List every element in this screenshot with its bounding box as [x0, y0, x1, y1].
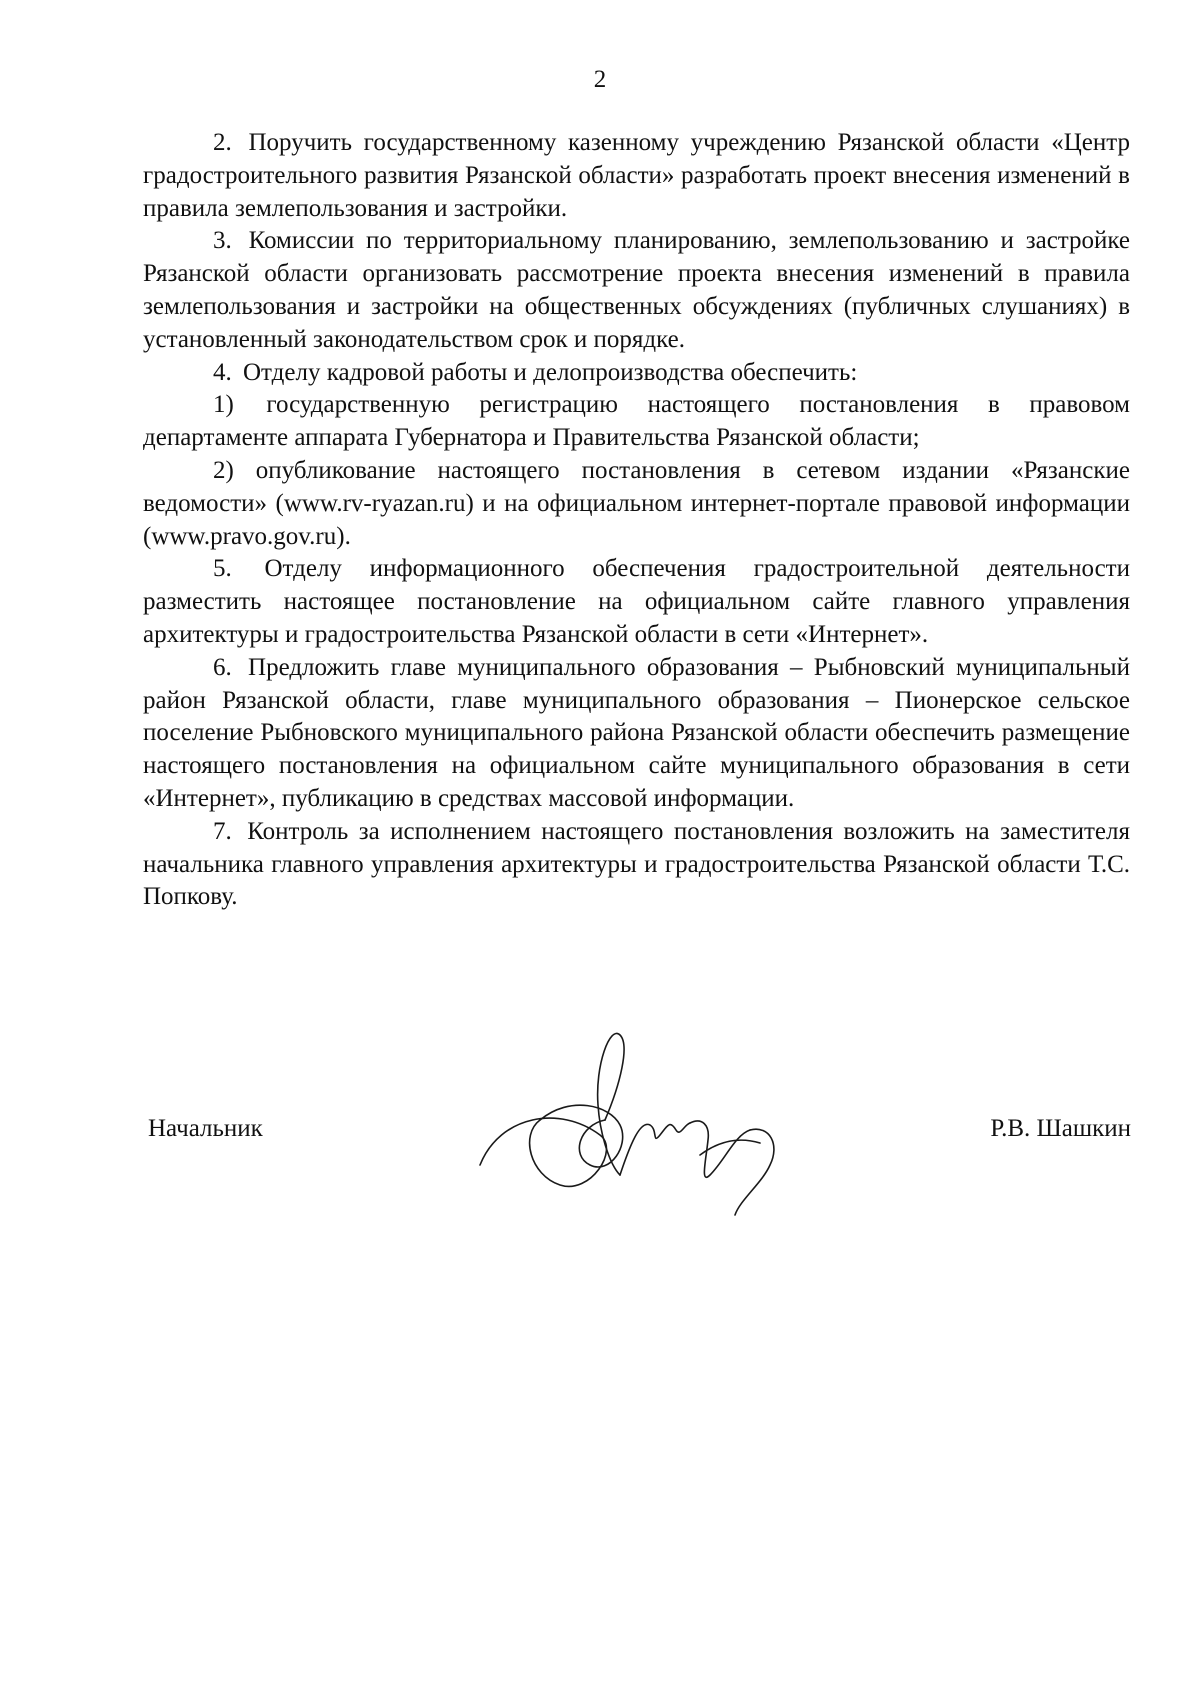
- paragraph-3: 3. Комиссии по территориальному планированию, землепользованию и застройке Рязанской области организовать рассмотрение проекта внесения изменений в правила землепользования и застройки на общественных обсуждениях (публичных слушаниях) в установленный законодательством срок и порядке.: [143, 227, 1137, 353]
- document-body: [143, 127, 1137, 914]
- paragraph-2: 2. Поручить государственному казенному учреждению Рязанской области «Центр градостроительного развития Рязанской области» разработать проект внесения изменений в правила землепользования и застройки.: [143, 129, 1137, 222]
- signatory-name: Р.В. Шашкин: [990, 1115, 1131, 1142]
- handwritten-signature: [470, 1025, 830, 1225]
- paragraph-4: 4. Отделу кадровой работы и делопроизводства обеспечить:: [213, 358, 858, 386]
- signatory-position: Начальник: [148, 1115, 263, 1142]
- paragraph-5: 5. Отделу информационного обеспечения градостроительной деятельности разместить настоящее постановление на официальном сайте главного управления архитектуры и градостроительства Рязанской области в сети «Интернет».: [143, 555, 1137, 648]
- paragraph-7: 7. Контроль за исполнением настоящего постановления возложить на заместителя начальника главного управления архитектуры и градостроительства Рязанской области Т.С. Попкову.: [143, 817, 1137, 911]
- paragraph-6: 6. Предложить главе муниципального образования – Рыбновский муниципальный район Рязанской области, главе муниципального образования – Пионерское сельское поселение Рыбновского муниципального района Рязанской области обеспечить размещение настоящего постановления на официальном сайте муниципального образования в сети «Интернет», публикацию в средствах массовой информации.: [143, 653, 1137, 812]
- paragraph-4-2: 2) опубликование настоящего постановления в сетевом издании «Рязанские ведомости» (www.rv-ryazan.ru) и на официальном интернет-портале правовой информации (www.pravo.gov.ru).: [143, 456, 1137, 550]
- page-number: 2: [593, 66, 607, 93]
- paragraph-4-1: 1) государственную регистрацию настоящего постановления в правовом департаменте аппарата Губернатора и Правительства Рязанской области;: [143, 391, 1137, 452]
